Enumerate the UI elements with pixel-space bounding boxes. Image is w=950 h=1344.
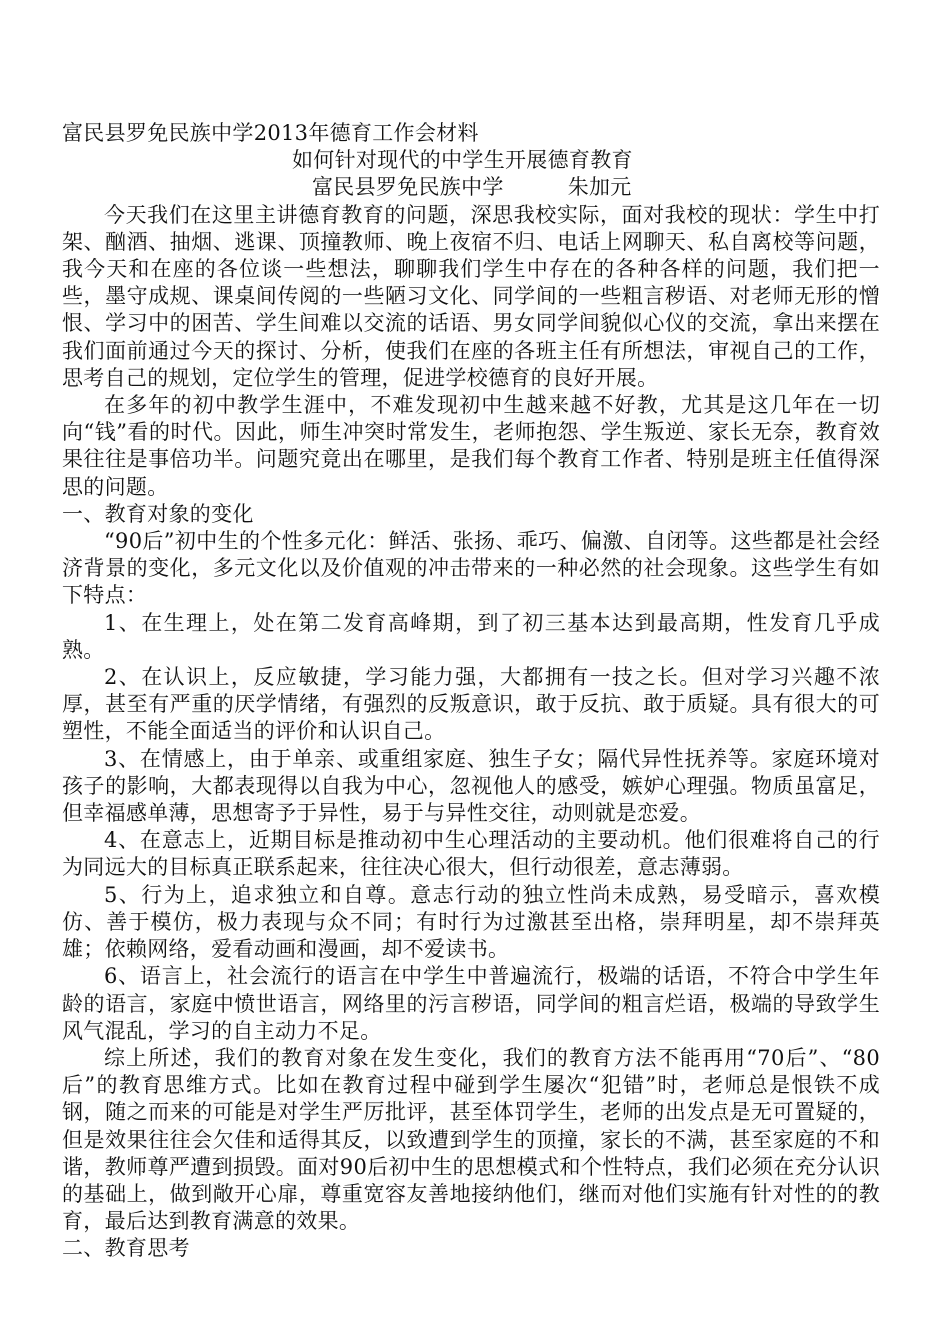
author-line	[62, 174, 880, 201]
section-heading: 二、教育思考	[62, 1236, 190, 1261]
section-paragraph: 综上所述，我们的教育对象在发生变化，我们的教育方法不能再用“70后”、“80后”的教育思维方式。比如在教育过程中碰到学生屡次“犯错”时，老师总是恨铁不成钢，随之而来的可能是对学生严厉批评，甚至体罚学生，老师的出发点是无可置疑的，但是效果往往会欠佳和适得其反，以致遭到学生的顶撞，家长的不满，甚至家庭的不和谐，教师尊严遭到损毁。面对90后初中生的思想模式和个性特点，我们必须在充分认识的基础上，做到敞开心扉，尊重宽容友善地接纳他们，继而对他们实施有针对性的的教育，最后达到教育满意的效果。	[62, 1045, 880, 1234]
section-paragraph: “90后”初中生的个性多元化：鲜活、张扬、乖巧、偏激、自闭等。这些都是社会经济背景的变化，多元文化以及价值观的冲击带来的一种必然的社会现象。这些学生有如下特点：	[62, 529, 880, 608]
intro-paragraph: 在多年的初中教学生涯中，不难发现初中生越来越不好教，尤其是这几年在一切向“钱”看的时代。因此，师生冲突时常发生，老师抱怨、学生叛逆、家长无奈，教育效果往往是事倍功半。问题究竟出在哪里，是我们每个教育工作者、特别是班主任值得深思的问题。	[62, 393, 880, 499]
section-paragraph: 5、行为上，追求独立和自尊。意志行动的独立性尚未成熟，易受暗示，喜欢模仿、善于模仿，极力表现与众不同；有时行为过激甚至出格，崇拜明星，却不崇拜英雄；依赖网络，爱看动画和漫画，却不爱读书。	[62, 882, 880, 962]
section-paragraph: 1、在生理上，处在第二发育高峰期，到了初三基本达到最高期，性发育几乎成熟。	[62, 610, 880, 662]
intro-paragraph: 今天我们在这里主讲德育教育的问题，深思我校实际，面对我校的现状：学生中打架、酗酒、抽烟、逃课、顶撞教师、晚上夜宿不归、电话上网聊天、私自离校等问题，我今天和在座的各位谈一些想法，聊聊我们学生中存在的各种各样的问题，我们把一些，墨守成规、课桌间传阅的一些陋习文化、同学间的一些粗言秽语、对老师无形的憎恨、学习中的困苦、学生间难以交流的话语、男女同学间貌似心仪的交流，拿出来摆在我们面前通过今天的探讨、分析，使我们在座的各班主任有所想法，审视自己的工作，思考自己的规划，定位学生的管理，促进学校德育的良好开展。	[62, 202, 880, 390]
document-title: 如何针对现代的中学生开展德育教育	[292, 148, 633, 173]
section-paragraph: 2、在认识上，反应敏捷，学习能力强，大都拥有一技之长。但对学习兴趣不浓厚，甚至有严重的厌学情绪，有强烈的反叛意识，敢于反抗、敢于质疑。具有很大的可塑性，不能全面适当的评价和认识自己。	[62, 665, 880, 744]
section-paragraph: 6、语言上，社会流行的语言在中学生中普遍流行，极端的话语，不符合中学生年龄的语言，家庭中愤世语言，网络里的污言秽语，同学间的粗言烂语，极端的导致学生风气混乱，学习的自主动力不足。	[62, 964, 880, 1043]
section-paragraph: 3、在情感上，由于单亲、或重组家庭、独生子女；隔代异性抚养等。家庭环境对孩子的影响，大都表现得以自我为中心，忽视他人的感受，嫉妒心理强。物质虽富足，但幸福感单薄，思想寄予于异性，易于与异性交往，动则就是恋爱。	[62, 746, 880, 826]
document-page	[62, 120, 880, 1263]
document-header-line: 富民县罗免民族中学2013年德育工作会材料	[62, 121, 479, 145]
author-school: 富民县罗免民族中学	[312, 175, 504, 200]
author-name: 朱加元	[567, 175, 632, 200]
section-paragraph: 4、在意志上，近期目标是推动初中生心理活动的主要动机。他们很难将自己的行为同远大的目标真正联系起来，往往决心很大，但行动很差，意志薄弱。	[62, 828, 880, 880]
section-heading: 一、教育对象的变化	[62, 501, 254, 526]
